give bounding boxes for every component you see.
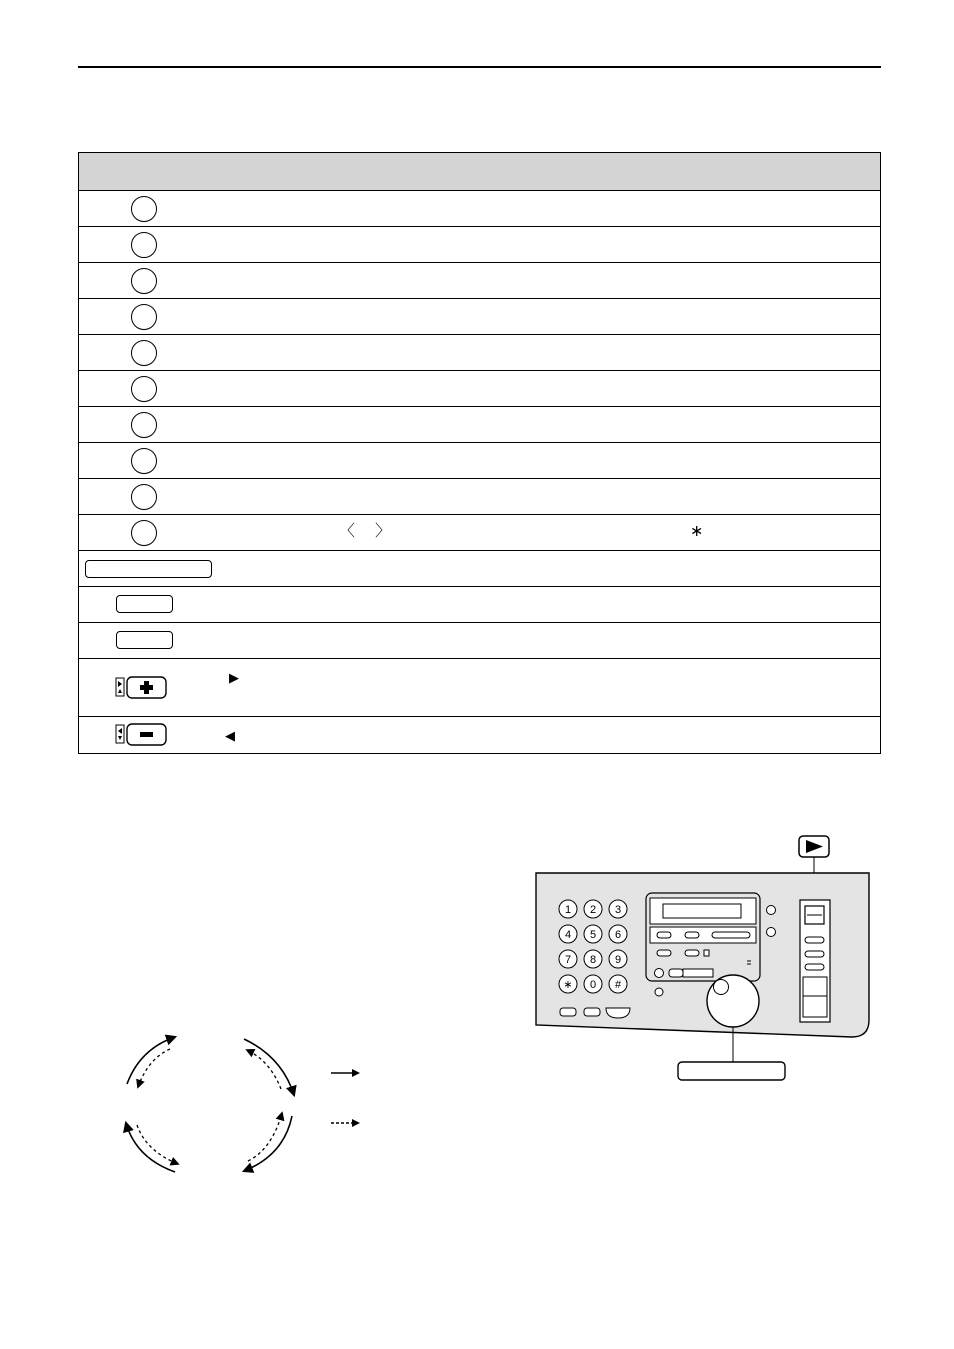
- table-row: [79, 623, 880, 659]
- wide-key-icon: [85, 560, 212, 578]
- table-row: [79, 227, 880, 263]
- solid-arrow-icon: [127, 1037, 175, 1084]
- circle-key-icon: [131, 412, 157, 438]
- dashed-arrow-icon: [138, 1049, 170, 1087]
- rect-key-icon: [116, 631, 173, 649]
- circle-key-icon: [131, 340, 157, 366]
- keypad-key-label: 6: [614, 929, 622, 941]
- table-header: [79, 153, 880, 191]
- table-row: [79, 717, 880, 753]
- circle-key-icon: [131, 196, 157, 222]
- play-triangle-icon: ▶: [229, 670, 239, 685]
- asterisk-symbol: ∗: [690, 523, 704, 540]
- control-panel-illustration: [530, 830, 880, 1085]
- dashed-arrow-icon: [247, 1050, 281, 1089]
- table-row: [79, 515, 880, 551]
- circle-key-icon: [131, 448, 157, 474]
- panel-button: [657, 950, 671, 956]
- keypad-key-label: 7: [564, 954, 572, 966]
- table-row: [79, 299, 880, 335]
- key-function-table: [78, 152, 881, 754]
- panel-button: [657, 932, 671, 938]
- table-row: [79, 587, 880, 623]
- minus-key-icon: [115, 723, 167, 747]
- circle-key-icon: [131, 376, 157, 402]
- table-row: [79, 551, 880, 587]
- keypad-key-label: 3: [614, 904, 622, 916]
- arrow-legend: [326, 1062, 366, 1132]
- dashed-arrow-icon: [137, 1125, 178, 1164]
- panel-button: [685, 950, 699, 956]
- table-row: [79, 191, 880, 227]
- play-triangle-icon: [806, 840, 823, 853]
- table-row: [79, 659, 880, 717]
- circle-key-icon: [131, 232, 157, 258]
- keypad-key-label: 9: [614, 954, 622, 966]
- keypad-key-label: 0: [589, 979, 597, 991]
- circle-key-icon: [131, 520, 157, 546]
- dashed-arrow-icon: [352, 1119, 360, 1127]
- circle-key-icon: [131, 268, 157, 294]
- cycle-arrows-diagram: [110, 1025, 310, 1185]
- panel-button: [685, 932, 699, 938]
- table-row: [79, 479, 880, 515]
- right-angle-bracket: 〉: [375, 523, 392, 540]
- keypad-key-label: #: [614, 979, 622, 991]
- top-rule: [78, 66, 881, 68]
- table-row: [79, 407, 880, 443]
- rect-key-icon: [116, 595, 173, 613]
- solid-arrow-icon: [352, 1069, 360, 1077]
- table-row: [79, 263, 880, 299]
- table-row: [79, 371, 880, 407]
- table-row: [79, 335, 880, 371]
- keypad-key-label: 1: [564, 904, 572, 916]
- keypad-key-label: ∗: [563, 979, 573, 991]
- reverse-triangle-icon: ◀: [225, 728, 235, 743]
- table-row: [79, 443, 880, 479]
- solid-arrow-icon: [126, 1123, 175, 1172]
- panel-button: [712, 932, 750, 938]
- keypad-key-label: 2: [589, 904, 597, 916]
- keypad-key-label: 5: [589, 929, 597, 941]
- jog-dial-label-callout: [678, 1062, 785, 1080]
- circle-key-icon: [131, 484, 157, 510]
- keypad-key-label: 8: [589, 954, 597, 966]
- plus-key-icon: [115, 676, 167, 700]
- circle-key-icon: [131, 304, 157, 330]
- left-angle-bracket: 〈: [339, 523, 356, 540]
- dashed-arrow-icon: [248, 1113, 282, 1161]
- lcd-screen: [663, 904, 741, 918]
- keypad-key-label: 4: [564, 929, 572, 941]
